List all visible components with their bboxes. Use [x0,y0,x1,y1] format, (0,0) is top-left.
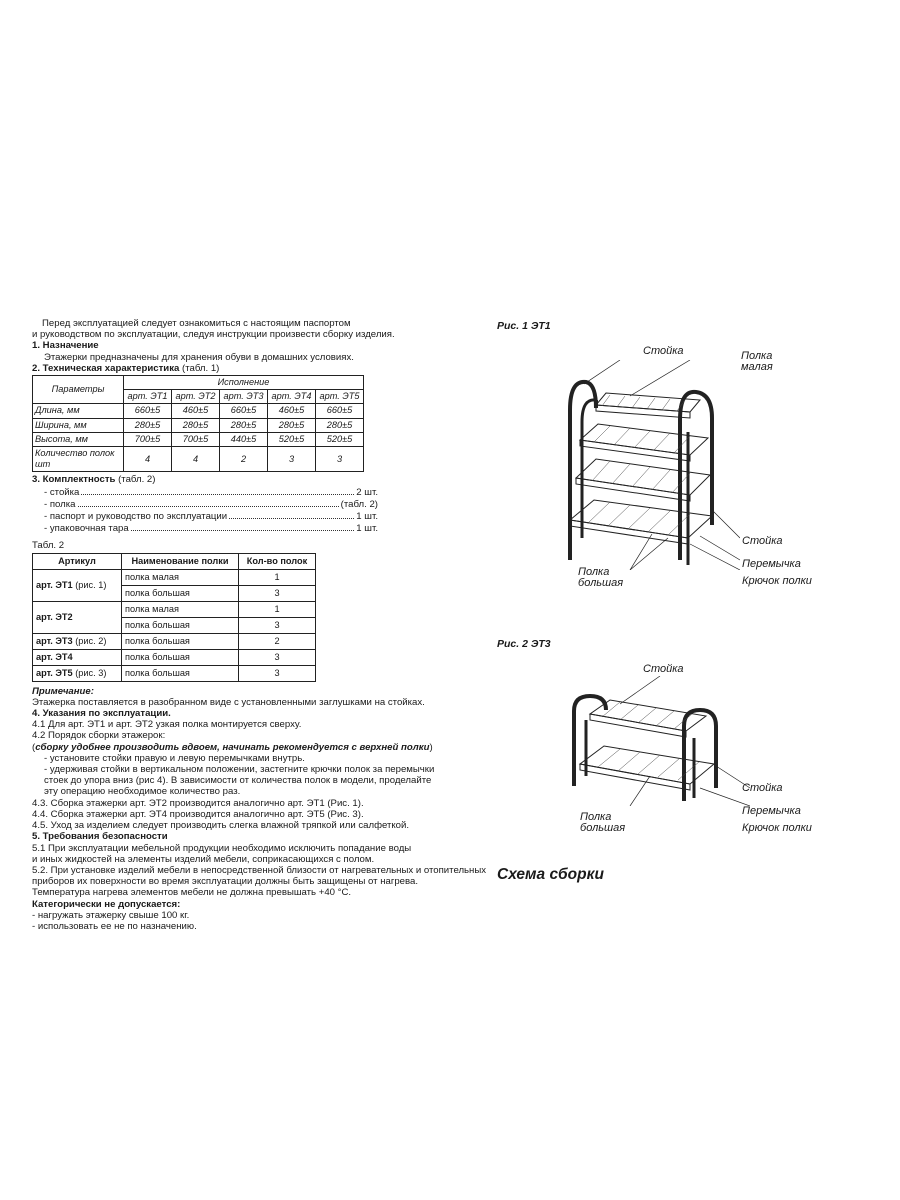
column-header: Наименование полки [122,553,239,569]
article-figure-ref: (рис. 2) [72,635,107,646]
article-cell [33,633,122,649]
section-2-ref: (табл. 1) [182,362,220,374]
article-cell [33,649,122,665]
table-row [33,649,316,665]
table-row [33,432,364,446]
table-cell: 280±5 [316,418,364,432]
fig2-label-shelf-hook: Крючок полки [742,822,812,834]
leader-dots [78,498,339,507]
kit-item-name: - стойка [44,486,80,498]
section-5-line: 5.2. При установке изделий мебели в непосредственной близости от нагревательных и отопительных [32,864,487,876]
param-header: Параметры [33,376,124,404]
table-cell: 700±5 [124,432,172,446]
shelf-name: полка малая [122,601,239,617]
table-row [33,633,316,649]
table-cell: 280±5 [220,418,268,432]
kit-item [32,510,378,522]
leader-dots [81,486,354,495]
section-1-heading: 1. Назначение [32,340,99,352]
article-figure-ref: (рис. 1) [75,579,107,590]
table-cell: 3 [268,447,316,472]
section-4-line: 4.2 Порядок сборки этажерок: [32,730,166,742]
section-4-line: стоек до упора вниз (рис 4). В зависимости от количества полок в модели, проделайте [44,775,432,787]
column-header: арт. ЭТ4 [268,390,316,404]
table-cell: 520±5 [316,432,364,446]
figure-1-drawing [540,360,740,570]
fig1-label-crossbar: Перемычка [742,558,801,570]
table-row [33,601,316,617]
group-header: Исполнение [124,376,364,390]
assembly-tip: сборку удобнее производить вдвоем, начинать рекомендуется с верхней полки [35,741,430,753]
shelf-count: 3 [239,649,316,665]
section-4-line: эту операцию необходимое количество раз. [44,786,241,798]
section-4-line: - удерживая стойки в вертикальном положении, застегните крючки полок за перемычки [44,764,435,776]
column-header: Кол-во полок [239,553,316,569]
section-5-line: - нагружать этажерку свыше 100 кг. [32,909,190,921]
intro-line-2: и руководством по эксплуатации, следуя инструкции произвести сборку изделия. [32,329,395,341]
table-cell: 440±5 [220,432,268,446]
table-cell: 280±5 [124,418,172,432]
table-cell: 280±5 [268,418,316,432]
section-2-heading-line [32,363,472,374]
section-5-line: - использовать ее не по назначению. [32,920,197,932]
section-5-line: Температура нагрева элементов мебели не должна превышать +40 °С. [32,887,352,899]
fig2-label-large-shelf: Полка большая [580,811,626,834]
note-text: Этажерка поставляется в разобранном виде с установленными заглушками на стойках. [32,696,425,708]
shelf-name: полка малая [122,569,239,585]
article-name: арт. ЭТ1 [36,579,73,590]
section-4-line: 4.4. Сборка этажерки арт. ЭТ4 производится аналогично арт. ЭТ5 (Рис. 3). [32,808,364,820]
section-4-italic-line: (сборку удобнее производить вдвоем, начинать рекомендуется с верхней полки) [32,741,433,753]
table-cell: 460±5 [268,404,316,418]
column-header: арт. ЭТ5 [316,390,364,404]
shelf-name: полка большая [122,585,239,601]
table-cell: 280±5 [172,418,220,432]
shelf-name: полка большая [122,633,239,649]
section-5-line: приборов их поверхности во время эксплуатации должны быть защищены от нагрева. [32,876,419,888]
fig1-label-small-shelf: Полка малая [741,350,773,373]
section-5-line: и иных жидкостей на элементы изделий мебели, соприкасающихся с полом. [32,853,375,865]
fig1-label-shelf-hook: Крючок полки [742,575,812,587]
column-header: арт. ЭТ2 [172,390,220,404]
shelf-count: 3 [239,665,316,681]
article-figure-ref: (рис. 3) [75,667,107,678]
article-cell [33,665,122,681]
table-2-caption: Табл. 2 [32,540,65,552]
section-2-heading: 2. Техническая характеристика [32,362,180,374]
article-name: арт. ЭТ2 [36,611,73,622]
table-cell: 4 [172,447,220,472]
shelf-count: 2 [239,633,316,649]
kit-item-qty: 2 шт. [356,486,378,498]
kit-item [32,486,378,498]
table-cell: 660±5 [220,404,268,418]
section-4-heading: 4. Указания по эксплуатации. [32,708,171,720]
article-name: арт. ЭТ3 [36,635,73,646]
table-row [33,447,364,472]
table-cell: 660±5 [124,404,172,418]
table-row [33,665,316,681]
kit-item-name: - паспорт и руководство по эксплуатации [44,511,228,523]
shelf-count: 1 [239,569,316,585]
kit-item-qty: (табл. 2) [340,498,378,510]
table-row [33,418,364,432]
section-1-text: Этажерки предназначены для хранения обуви в домашних условиях. [44,351,354,363]
shelf-name: полка большая [122,665,239,681]
figure-2-title: Рис. 2 ЭТ3 [497,638,551,650]
column-header: арт. ЭТ3 [220,390,268,404]
assembly-diagram-title: Схема сборки [497,866,604,883]
shelf-name: полка большая [122,649,239,665]
section-3-heading: 3. Комплектность [32,474,116,486]
fig2-label-crossbar: Перемычка [742,805,801,817]
row-name: Ширина, мм [33,418,124,432]
row-name: Высота, мм [33,432,124,446]
note-heading: Примечание: [32,685,94,697]
row-name: Количество полок шт [33,447,124,472]
article-cell [33,601,122,633]
section-4-line: 4.5. Уход за изделием следует производить слегка влажной тряпкой или салфеткой. [32,820,410,832]
shelf-count: 3 [239,617,316,633]
section-5-heading: 5. Требования безопасности [32,831,168,843]
section-4-line: 4.3. Сборка этажерки арт. ЭТ2 производится аналогично арт. ЭТ1 (Рис. 1). [32,797,364,809]
table-cell: 660±5 [316,404,364,418]
table-cell: 4 [124,447,172,472]
prohibited-heading: Категорически не допускается: [32,898,181,910]
shelf-count: 1 [239,601,316,617]
shelves-table [32,553,316,682]
figure-1-title: Рис. 1 ЭТ1 [497,320,551,332]
intro-line-1: Перед эксплуатацией следует ознакомиться с настоящим паспортом [42,318,351,329]
article-name: арт. ЭТ5 [36,667,73,678]
column-header: Артикул [33,553,122,569]
table-cell: 2 [220,447,268,472]
kit-item-qty: 1 шт. [356,523,378,535]
table-cell: 460±5 [172,404,220,418]
instructions-column [32,318,487,932]
row-name: Длина, мм [33,404,124,418]
shelf-name: полка большая [122,617,239,633]
table-row [33,569,316,585]
article-cell [33,569,122,601]
leader-dots [229,510,354,519]
section-3-heading-line [32,474,472,485]
column-header: арт. ЭТ1 [124,390,172,404]
section-4-line: 4.1 Для арт. ЭТ1 и арт. ЭТ2 узкая полка монтируется сверху. [32,719,302,731]
table-row [33,404,364,418]
table-cell: 700±5 [172,432,220,446]
kit-item [32,522,378,534]
table-cell: 520±5 [268,432,316,446]
fig1-label-stand-right: Стойка [742,535,783,547]
kit-item [32,498,378,510]
leader-dots [131,522,355,531]
figure-2-drawing [560,676,750,806]
fig2-label-stand-top: Стойка [643,663,684,675]
kit-item-name: - полка [44,498,76,510]
tech-specs-table [32,375,364,472]
section-3-ref: (табл. 2) [118,474,156,486]
shelf-count: 3 [239,585,316,601]
fig1-label-stand-top: Стойка [643,345,684,357]
section-5-line: 5.1 При эксплуатации мебельной продукции необходимо исключить попадание воды [32,842,412,854]
section-4-line: - установите стойки правую и левую перемычками внутрь. [44,752,305,764]
fig2-label-stand-right: Стойка [742,782,783,794]
article-name: арт. ЭТ4 [36,651,73,662]
fig1-label-large-shelf: Полка большая [578,566,624,589]
kit-item-name: - упаковочная тара [44,523,129,535]
table-cell: 3 [316,447,364,472]
kit-item-qty: 1 шт. [356,511,378,523]
